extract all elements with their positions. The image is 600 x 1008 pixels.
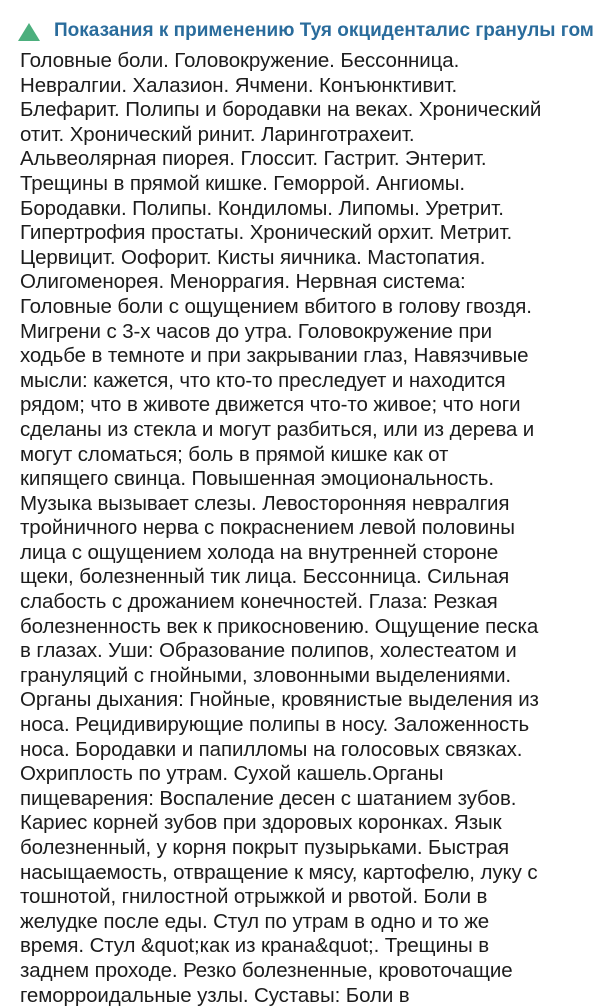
text-line: ходьбе в темноте и при закрывании глаз, Навязчивые xyxy=(20,344,529,368)
text-line: Музыка вызывает слезы. Левосторонняя невралгия xyxy=(20,491,510,515)
text-line: Трещины в прямой кишке. Геморрой. Ангиомы. xyxy=(20,171,466,195)
text-line: щеки, болезненный тик лица. Бессонница. Сильная xyxy=(20,565,510,589)
text-line: грануляций с гнойными, зловонными выделениями. xyxy=(20,663,512,687)
text-line: в глазах. Уши: Образование полипов, холестеатом и xyxy=(20,639,517,663)
text-line: лица с ощущением холода на внутренней стороне xyxy=(20,540,499,564)
text-line: мысли: кажется, что кто-то преследует и находится xyxy=(20,368,506,392)
text-line: могут сломаться; боль в прямой кишке как от xyxy=(20,442,449,466)
text-line: Головные боли. Головокружение. Бессонница. xyxy=(20,49,460,72)
text-line: Бородавки. Полипы. Кондиломы. Липомы. Уретрит. xyxy=(20,196,504,220)
text-line: болезненный, у корня покрыт пузырьками. Быстрая xyxy=(20,836,510,859)
text-line: носа. Рецидивирующие полипы в носу. Заложенность xyxy=(20,713,530,737)
text-line: сделаны из стекла и могут разбиться, или из дерева и xyxy=(20,417,535,441)
triangle-icon xyxy=(18,23,40,41)
text-line: время. Стул &quot;как из крана&quot;. Трещины в xyxy=(20,934,490,958)
text-line: Блефарит. Полипы и бородавки на веках. Хронический xyxy=(20,98,542,122)
section-header[interactable] xyxy=(0,0,600,50)
text-line: тошнотой, гнилостной отрыжкой и рвотой. Боли в xyxy=(20,885,488,909)
text-line: Головные боли с ощущением вбитого в голову гвоздя. xyxy=(20,294,532,318)
text-line: отит. Хронический ринит. Ларинготрахеит. xyxy=(20,122,415,146)
text-line: рядом; что в животе движется что-то живое; что ноги xyxy=(20,393,521,417)
text-line: Охриплость по утрам. Сухой кашель.Органы xyxy=(20,762,444,786)
text-line: Альвеолярная пиорея. Глоссит. Гастрит. Энтерит. xyxy=(20,147,487,171)
text-line: пищеварения: Воспаление десен с шатанием зубов. xyxy=(20,786,517,810)
text-line: болезненность век к прикосновению. Ощущение песка xyxy=(20,614,539,638)
text-line: Органы дыхания: Гнойные, кровянистые выделения из xyxy=(20,688,539,712)
text-line: слабость с дрожанием конечностей. Глаза: Резкая xyxy=(20,590,498,614)
text-line: Мигрени с 3-х часов до утра. Головокружение при xyxy=(20,319,493,343)
text-line: Кариес корней зубов при здоровых коронках. Язык xyxy=(20,811,502,835)
text-line: Цервицит. Оофорит. Кисты яичника. Мастопатия. xyxy=(20,245,486,269)
text-line: геморроидальные узлы. Суставы: Боли в xyxy=(20,983,410,1007)
text-line: Олигоменорея. Меноррагия. Нервная система: xyxy=(20,270,466,294)
text-line: тройничного нерва с покраснением левой половины xyxy=(20,516,515,540)
text-line: насыщаемость, отвращение к мясу, картофелю, луку с xyxy=(20,860,538,884)
text-line: желудке после еды. Стул по утрам в одно и то же xyxy=(20,909,490,933)
indications-text xyxy=(20,49,595,1008)
text-line: заднем проходе. Резко болезненные, кровоточащие xyxy=(20,958,513,982)
text-line: носа. Бородавки и папилломы на голосовых связках. xyxy=(20,737,523,761)
section-title: Показания к применению Туя окциденталис гранулы гом xyxy=(54,20,594,41)
text-line: кипящего свинца. Повышенная эмоциональность. xyxy=(20,467,494,491)
text-line: Гипертрофия простаты. Хронический орхит. Метрит. xyxy=(20,221,513,245)
text-line: Невралгии. Халазион. Ячмени. Конъюнктивит. xyxy=(20,73,458,97)
